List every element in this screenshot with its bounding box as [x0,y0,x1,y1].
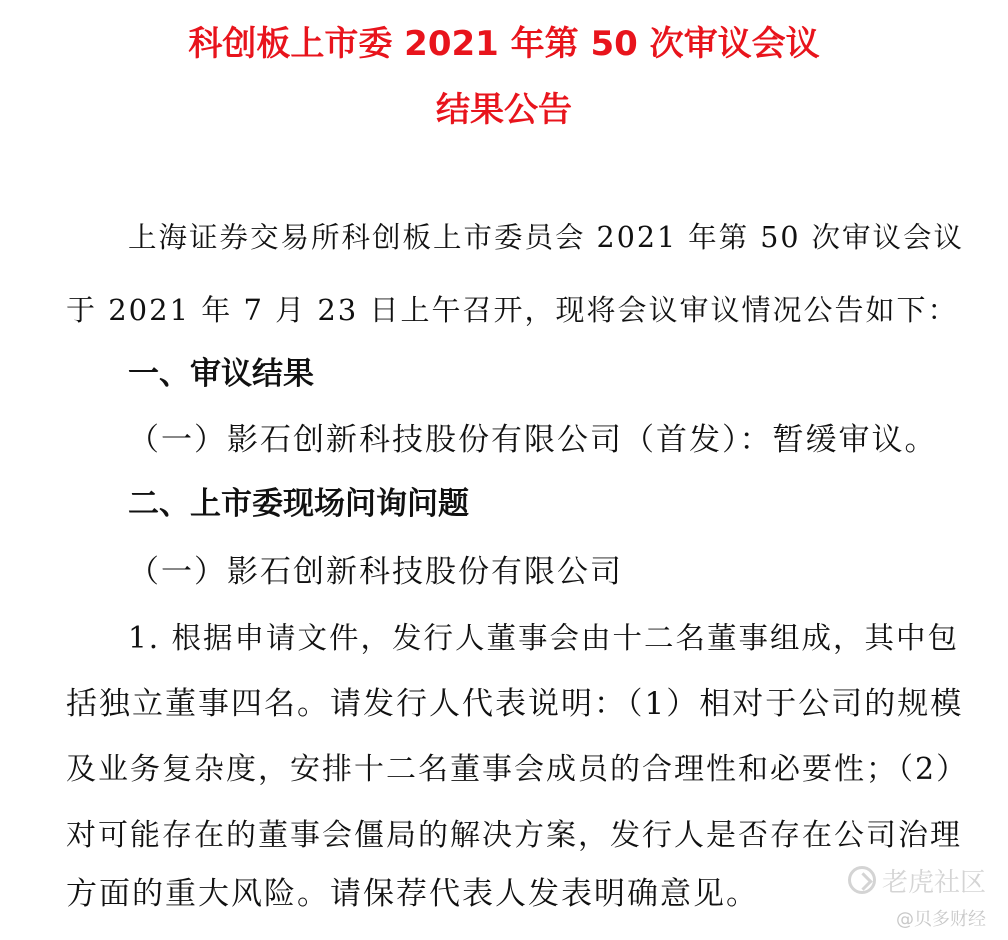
section1-result-item: （一）影石创新科技股份有限公司（首发）：暂缓审议。 [128,422,938,458]
question1-line1: 1. 根据申请文件，发行人董事会由十二名董事组成，其中包 [128,621,960,655]
tiger-community-watermark [848,862,986,898]
intro-paragraph-line1: 上海证券交易所科创板上市委员会 2021 年第 50 次审议会议 [128,221,965,254]
beiduo-watermark: @贝多财经 [896,909,986,930]
document-title-line1: 科创板上市委 2021 年第 50 次审议会议 [188,24,820,64]
section2-company-name: （一）影石创新科技股份有限公司 [128,554,623,590]
tiger-community-watermark-text: 老虎社区 [882,867,987,898]
question1-line3: 及业务复杂度，安排十二名董事会成员的合理性和必要性；（2） [66,752,969,787]
question1-line5: 方面的重大风险。请保荐代表人发表明确意见。 [66,876,759,912]
question1-line4: 对可能存在的董事会僵局的解决方案，发行人是否存在公司治理 [66,818,962,853]
section2-heading: 二、上市委现场问询问题 [128,486,469,522]
document-title-line2: 结果公告 [436,90,572,130]
section1-heading: 一、审议结果 [128,356,314,392]
question1-line2: 括独立董事四名。请发行人代表说明：（1）相对于公司的规模 [66,686,964,722]
tiger-community-logo-icon [848,866,876,894]
intro-paragraph-line2: 于 2021 年 7 月 23 日上午召开，现将会议审议情况公告如下： [66,293,959,327]
